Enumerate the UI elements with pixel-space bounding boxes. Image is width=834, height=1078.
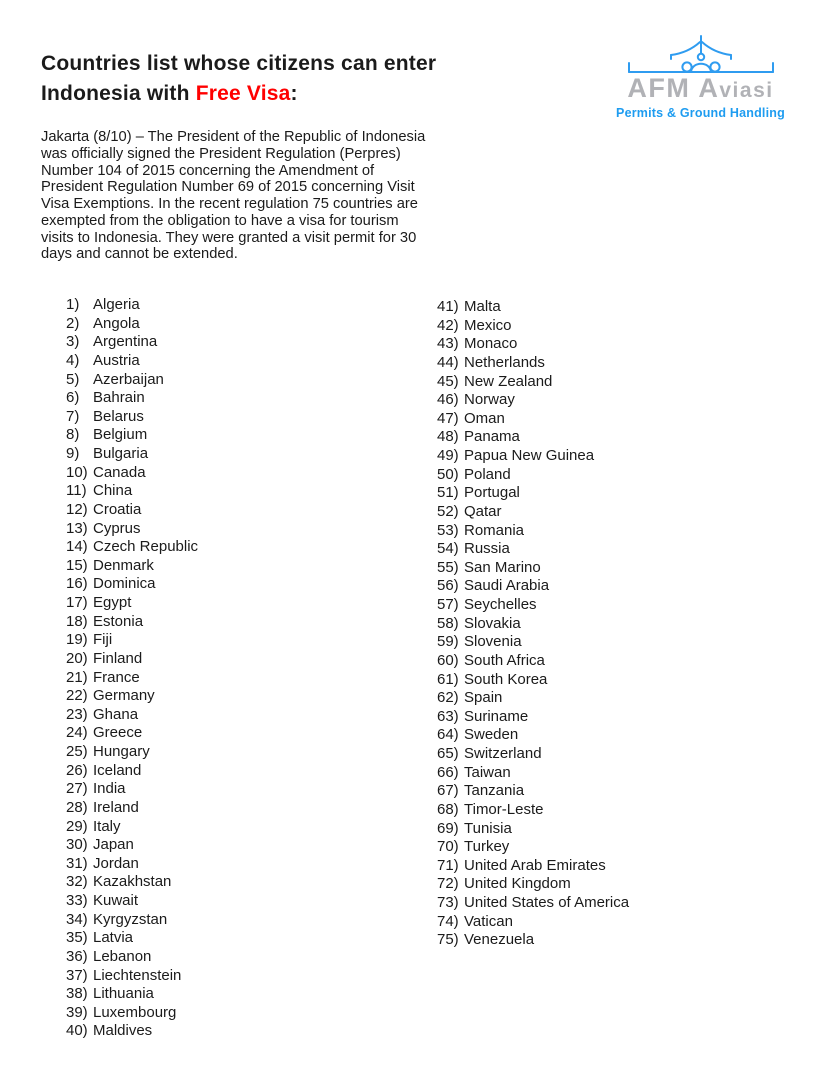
country-row: [437, 577, 629, 596]
country-row: [66, 967, 198, 986]
country-number: 24): [66, 724, 88, 742]
country-name: Liechtenstein: [93, 966, 182, 984]
country-row: [66, 371, 198, 390]
intro-line: exempted from the obligation to have a visa for tourism: [41, 212, 399, 229]
page-title: [41, 49, 436, 109]
country-row: [66, 743, 198, 762]
country-row: [437, 615, 629, 634]
country-name: Bahrain: [93, 389, 145, 407]
country-row: [66, 948, 198, 967]
country-name: Lithuania: [93, 985, 154, 1003]
country-name: Hungary: [93, 743, 150, 760]
country-row: [66, 333, 198, 352]
country-row: [66, 836, 198, 855]
country-row: [437, 317, 629, 336]
country-row: [66, 650, 198, 669]
country-row: [66, 818, 198, 837]
country-row: [66, 911, 198, 930]
country-row: [437, 522, 629, 541]
country-number: 20): [66, 649, 88, 667]
country-name: Argentina: [93, 333, 158, 351]
intro-line: visits to Indonesia. They were granted a visit permit for 30: [41, 229, 417, 246]
country-row: [437, 633, 629, 652]
intro-paragraph: [41, 129, 441, 263]
title-highlight: Free Visa: [195, 82, 291, 105]
country-row: [437, 373, 629, 392]
country-row: [437, 335, 629, 354]
country-number: 15): [66, 556, 88, 574]
country-name: Taiwan: [464, 763, 511, 781]
country-number: 41): [437, 298, 459, 315]
country-number: 31): [66, 854, 88, 872]
country-name: Portugal: [464, 484, 520, 502]
country-name: Tunisia: [464, 819, 512, 837]
country-name: Kyrgyzstan: [93, 910, 168, 928]
country-name: Fiji: [93, 631, 113, 649]
country-name: Angola: [93, 314, 140, 332]
country-number: 60): [437, 651, 459, 669]
title-line2-prefix: Indonesia with: [41, 82, 196, 105]
country-number: 30): [66, 836, 88, 854]
country-row: [437, 820, 629, 839]
country-name: Oman: [464, 409, 505, 427]
country-name: Iceland: [93, 761, 142, 779]
intro-line: Number 104 of 2015 concerning the Amendment of: [41, 162, 375, 179]
country-row: [66, 631, 198, 650]
country-row: [66, 594, 198, 613]
country-row: [66, 482, 198, 501]
country-number: 22): [66, 687, 88, 705]
country-number: 50): [437, 465, 459, 483]
country-name: Denmark: [93, 556, 154, 574]
country-row: [66, 408, 198, 427]
country-name: Ireland: [93, 798, 139, 816]
country-number: 40): [66, 1022, 88, 1040]
country-name: Lebanon: [93, 947, 152, 965]
country-row: [66, 426, 198, 445]
country-number: 14): [66, 538, 88, 556]
country-row: [66, 389, 198, 408]
country-number: 7): [66, 407, 80, 425]
country-number: 57): [437, 596, 459, 613]
country-row: [437, 671, 629, 690]
country-name: San Marino: [464, 558, 541, 576]
country-name: Seychelles: [464, 596, 537, 613]
country-number: 28): [66, 798, 88, 816]
country-name: Italy: [93, 817, 121, 835]
country-number: 37): [66, 966, 88, 984]
country-number: 11): [66, 482, 87, 500]
country-number: 9): [66, 445, 80, 462]
country-number: 61): [437, 670, 459, 688]
country-number: 52): [437, 502, 459, 520]
title-colon: :: [290, 82, 298, 105]
country-number: 26): [66, 761, 88, 779]
country-name: Japan: [93, 836, 134, 854]
country-number: 68): [437, 800, 459, 818]
country-number: 75): [437, 931, 459, 949]
country-number: 27): [66, 780, 88, 798]
country-name: Slovakia: [464, 614, 521, 632]
country-number: 6): [66, 389, 80, 407]
country-row: [437, 764, 629, 783]
country-number: 36): [66, 947, 88, 965]
country-name: Belgium: [93, 426, 148, 444]
country-name: Belarus: [93, 407, 144, 425]
country-number: 33): [66, 892, 88, 909]
country-name: Finland: [93, 649, 143, 667]
country-number: 32): [66, 873, 88, 891]
country-name: Sweden: [464, 726, 519, 744]
country-name: Suriname: [464, 707, 529, 725]
country-row: [66, 352, 198, 371]
country-number: 13): [66, 519, 88, 537]
country-number: 21): [66, 668, 88, 686]
country-row: [437, 708, 629, 727]
country-number: 71): [437, 856, 459, 874]
country-row: [66, 575, 198, 594]
country-row: [66, 762, 198, 781]
country-name: Venezuela: [464, 931, 535, 949]
country-name: Turkey: [464, 838, 510, 856]
country-name: Papua New Guinea: [464, 447, 595, 464]
country-row: [66, 464, 198, 483]
country-name: China: [93, 482, 133, 500]
country-row: [437, 540, 629, 559]
country-number: 62): [437, 689, 459, 707]
country-row: [66, 855, 198, 874]
country-name: Tanzania: [464, 782, 525, 800]
brand-name: [613, 73, 788, 105]
country-name: Austria: [93, 351, 140, 369]
country-number: 56): [437, 577, 459, 595]
country-number: 51): [437, 484, 459, 502]
company-logo: [613, 34, 788, 120]
country-row: [66, 706, 198, 725]
country-name: United States of America: [464, 894, 630, 911]
country-number: 45): [437, 372, 459, 390]
country-number: 19): [66, 631, 88, 649]
country-row: [66, 315, 198, 334]
country-number: 12): [66, 500, 88, 518]
country-name: Bulgaria: [93, 445, 149, 462]
country-number: 65): [437, 745, 459, 762]
intro-line: was officially signed the President Regulation (Perpres): [41, 145, 401, 162]
country-name: Norway: [464, 391, 515, 409]
country-number: 39): [66, 1003, 88, 1021]
country-number: 59): [437, 633, 459, 651]
country-row: [437, 801, 629, 820]
country-name: New Zealand: [464, 372, 553, 390]
country-name: Romania: [464, 521, 525, 539]
country-list-column-1: [66, 296, 198, 1041]
country-name: Ghana: [93, 705, 139, 723]
country-number: 69): [437, 819, 459, 837]
country-number: 70): [437, 838, 459, 856]
country-number: 67): [437, 782, 459, 800]
country-row: [66, 892, 198, 911]
country-name: Netherlands: [464, 353, 545, 371]
brand-tagline: Permits & Ground Handling: [616, 106, 785, 120]
country-row: [66, 724, 198, 743]
country-number: 48): [437, 428, 459, 446]
country-number: 29): [66, 817, 88, 835]
country-name: Germany: [93, 687, 155, 705]
country-name: Mexico: [464, 316, 512, 334]
country-row: [437, 354, 629, 373]
country-number: 43): [437, 335, 459, 353]
country-number: 53): [437, 521, 459, 539]
country-name: Egypt: [93, 594, 132, 611]
country-name: Cyprus: [93, 519, 141, 537]
country-row: [66, 687, 198, 706]
country-name: Azerbaijan: [93, 370, 164, 388]
country-number: 34): [66, 910, 88, 928]
country-name: Slovenia: [464, 633, 522, 651]
country-row: [66, 929, 198, 948]
country-name: Panama: [464, 428, 520, 446]
country-name: Russia: [464, 540, 510, 558]
country-number: 2): [66, 314, 80, 332]
country-name: Greece: [93, 724, 143, 742]
country-row: [437, 596, 629, 615]
country-name: Croatia: [93, 500, 142, 518]
country-row: [437, 782, 629, 801]
country-number: 46): [437, 391, 459, 409]
country-number: 63): [437, 707, 459, 725]
country-number: 44): [437, 353, 459, 371]
country-name: Canada: [93, 463, 146, 481]
country-name: Jordan: [93, 854, 139, 872]
country-name: Algeria: [93, 296, 140, 313]
country-name: Vatican: [464, 912, 513, 930]
country-number: 55): [437, 558, 459, 576]
country-row: [437, 857, 629, 876]
country-row: [437, 894, 629, 913]
country-name: United Arab Emirates: [464, 856, 606, 874]
country-name: Latvia: [93, 929, 134, 947]
brand-name-rest: viasi: [719, 79, 774, 102]
country-row: [66, 669, 198, 688]
country-name: Dominica: [93, 575, 156, 593]
country-number: 66): [437, 763, 459, 781]
country-row: [437, 466, 629, 485]
country-name: South Africa: [464, 651, 545, 669]
country-row: [437, 428, 629, 447]
country-row: [66, 985, 198, 1004]
country-number: 16): [66, 575, 88, 593]
country-number: 47): [437, 409, 459, 427]
country-number: 38): [66, 985, 88, 1003]
country-name: France: [93, 668, 140, 686]
country-name: United Kingdom: [464, 875, 571, 893]
country-row: [66, 520, 198, 539]
country-row: [437, 931, 629, 950]
country-name: Poland: [464, 465, 511, 483]
country-row: [66, 538, 198, 557]
country-name: Saudi Arabia: [464, 577, 550, 595]
country-number: 25): [66, 743, 88, 760]
intro-line: Visa Exemptions. In the recent regulation 75 countries are: [41, 196, 418, 212]
country-row: [66, 613, 198, 632]
country-name: Maldives: [93, 1022, 153, 1040]
country-row: [66, 1022, 198, 1041]
country-number: 64): [437, 726, 459, 744]
country-number: 74): [437, 912, 459, 930]
country-name: South Korea: [464, 670, 548, 688]
country-row: [437, 652, 629, 671]
country-number: 72): [437, 875, 459, 893]
brand-name-bold: AFM A: [627, 73, 720, 103]
country-row: [437, 410, 629, 429]
country-number: 42): [437, 316, 459, 334]
country-name: Malta: [464, 298, 501, 315]
country-row: [66, 780, 198, 799]
country-number: 23): [66, 705, 88, 723]
country-row: [437, 875, 629, 894]
country-name: Qatar: [464, 502, 502, 520]
country-number: 17): [66, 594, 88, 611]
country-row: [437, 298, 629, 317]
country-row: [66, 445, 198, 464]
country-name: Kuwait: [93, 892, 139, 909]
country-number: 1): [66, 296, 80, 313]
country-row: [437, 447, 629, 466]
country-row: [437, 689, 629, 708]
country-row: [66, 873, 198, 892]
country-row: [66, 1004, 198, 1023]
intro-line: President Regulation Number 69 of 2015 concerning Visit: [41, 179, 415, 196]
country-row: [437, 745, 629, 764]
country-row: [437, 913, 629, 932]
country-row: [437, 484, 629, 503]
country-number: 4): [66, 351, 80, 369]
country-name: Kazakhstan: [93, 873, 172, 891]
title-line1: Countries list whose citizens can enter: [41, 52, 437, 75]
country-number: 10): [66, 463, 88, 481]
country-row: [437, 391, 629, 410]
country-name: India: [93, 780, 126, 798]
country-number: 35): [66, 929, 88, 947]
country-number: 73): [437, 894, 459, 911]
country-row: [66, 799, 198, 818]
country-name: Monaco: [464, 335, 518, 353]
country-number: 3): [66, 333, 80, 351]
country-list-column-2: [437, 298, 629, 950]
country-number: 49): [437, 447, 459, 464]
country-number: 58): [437, 614, 459, 632]
country-number: 5): [66, 370, 80, 388]
country-row: [437, 726, 629, 745]
country-row: [437, 838, 629, 857]
intro-line: days and cannot be extended.: [41, 246, 238, 263]
country-number: 18): [66, 612, 88, 630]
country-name: Timor-Leste: [464, 800, 544, 818]
country-row: [66, 296, 198, 315]
country-name: Estonia: [93, 612, 144, 630]
country-number: 8): [66, 426, 80, 444]
country-row: [66, 557, 198, 576]
country-row: [437, 559, 629, 578]
country-number: 54): [437, 540, 459, 558]
country-row: [437, 503, 629, 522]
country-name: Switzerland: [464, 745, 542, 762]
intro-line: Jakarta (8/10) – The President of the Republic of Indonesia: [41, 129, 426, 145]
country-name: Luxembourg: [93, 1003, 177, 1021]
country-name: Spain: [464, 689, 503, 707]
country-name: Czech Republic: [93, 538, 199, 556]
country-row: [66, 501, 198, 520]
